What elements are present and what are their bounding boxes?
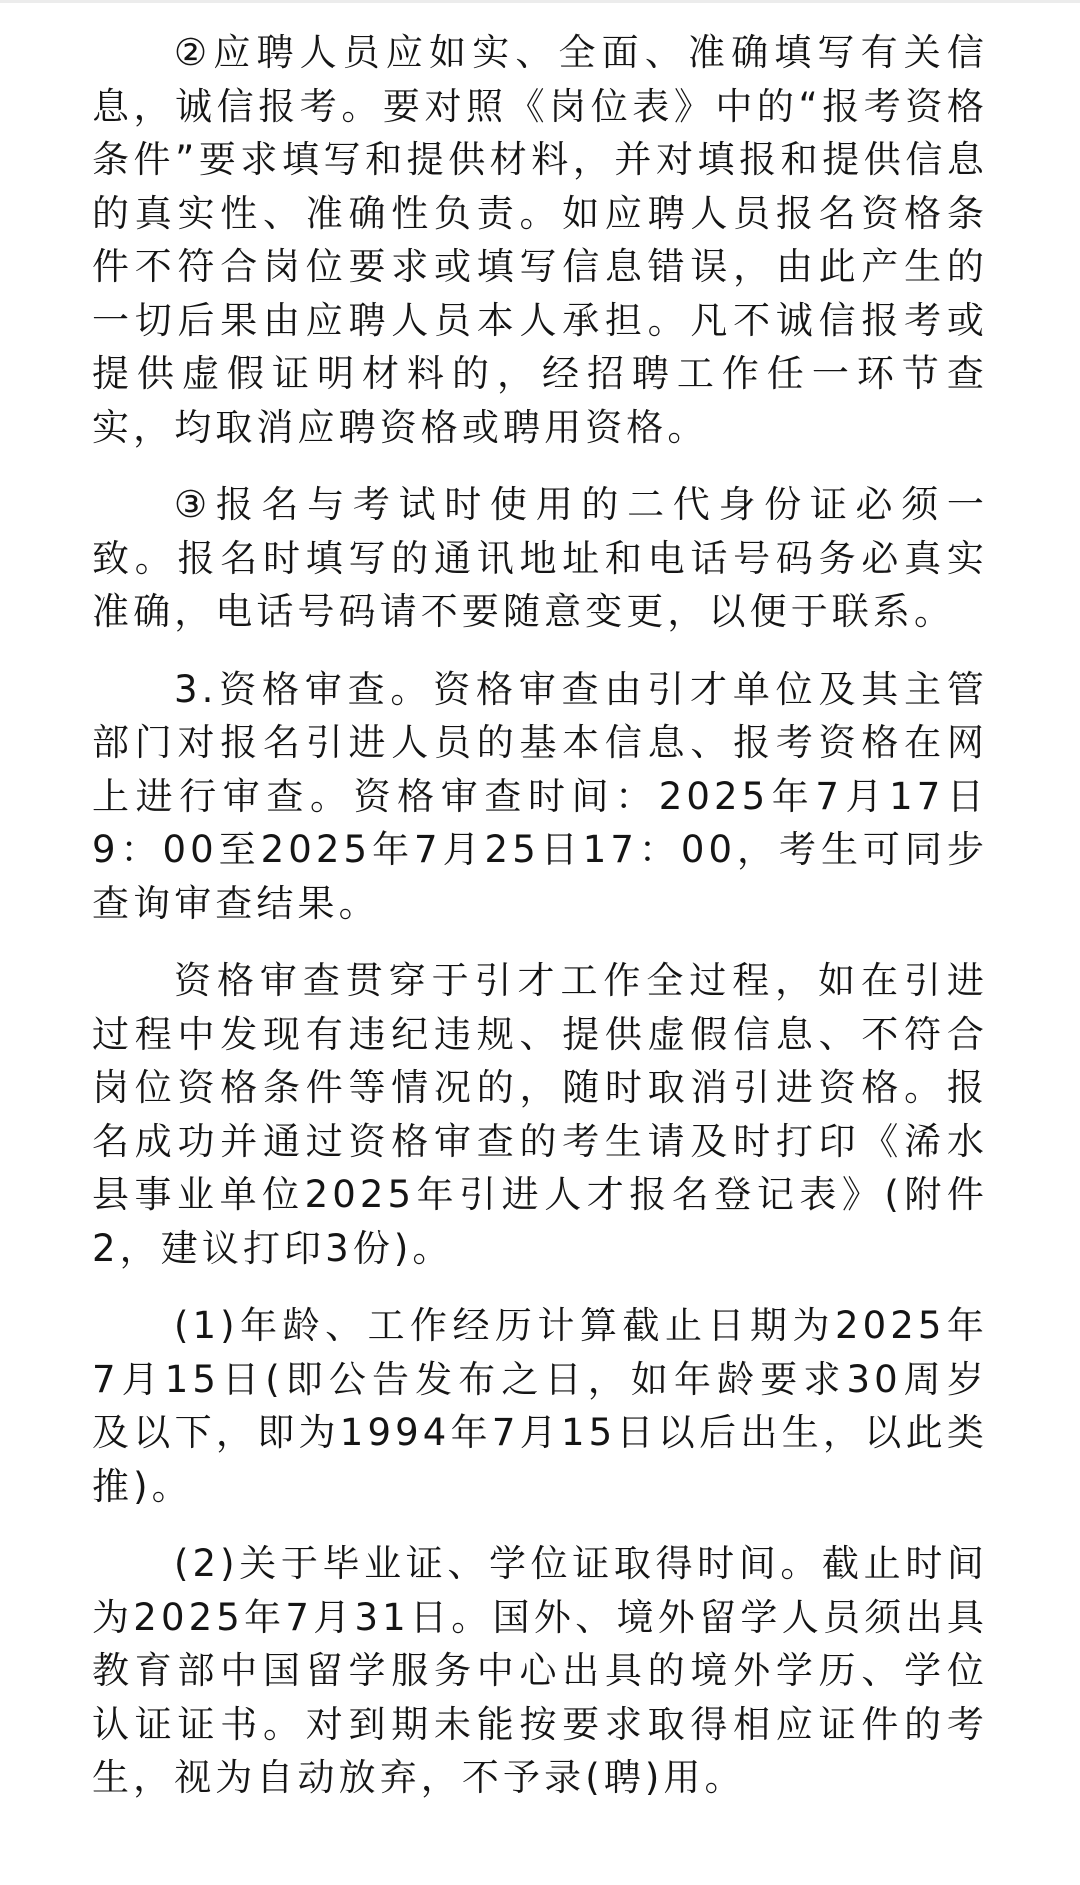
paragraph-id-card-contact: ③报名与考试时使用的二代身份证必须一致。报名时填写的通讯地址和电话号码务必真实准确，电话号码请不要随意变更，以便于联系。 — [92, 483, 988, 633]
paragraph-qualification-review: 3.资格审查。资格审查由引才单位及其主管部门对报名引进人员的基本信息、报考资格在网上进行审查。资格审查时间：2025年7月17日9：00至2025年7月25日17：00，考生可同步查询审查结果。 — [92, 667, 988, 925]
paragraph-age-deadline: (1)年龄、工作经历计算截止日期为2025年7月15日(即公告发布之日，如年龄要求30周岁及以下，即为1994年7月15日以后出生，以此类推)。 — [92, 1304, 988, 1508]
paragraph-review-process: 资格审查贯穿于引才工作全过程，如在引进过程中发现有违纪违规、提供虚假信息、不符合岗位资格条件等情况的，随时取消引进资格。报名成功并通过资格审查的考生请及时打印《浠水县事业单位2025年引进人才报名登记表》(附件2，建议打印3份)。 — [92, 959, 988, 1270]
paragraph-certificate-deadline: (2)关于毕业证、学位证取得时间。截止时间为2025年7月31日。国外、境外留学人员须出具教育部中国留学服务中心出具的境外学历、学位认证证书。对到期未能按要求取得相应证件的考生，视为自动放弃，不予录(聘)用。 — [92, 1542, 988, 1799]
top-divider — [0, 0, 1080, 3]
article-body — [92, 26, 988, 1829]
paragraph-honesty-requirement: ②应聘人员应如实、全面、准确填写有关信息，诚信报考。要对照《岗位表》中的“报考资格条件”要求填写和提供材料，并对填报和提供信息的真实性、准确性负责。如应聘人员报名资格条件不符合岗位要求或填写信息错误，由此产生的一切后果由应聘人员本人承担。凡不诚信报考或提供虚假证明材料的，经招聘工作任一环节查实，均取消应聘资格或聘用资格。 — [92, 31, 988, 449]
